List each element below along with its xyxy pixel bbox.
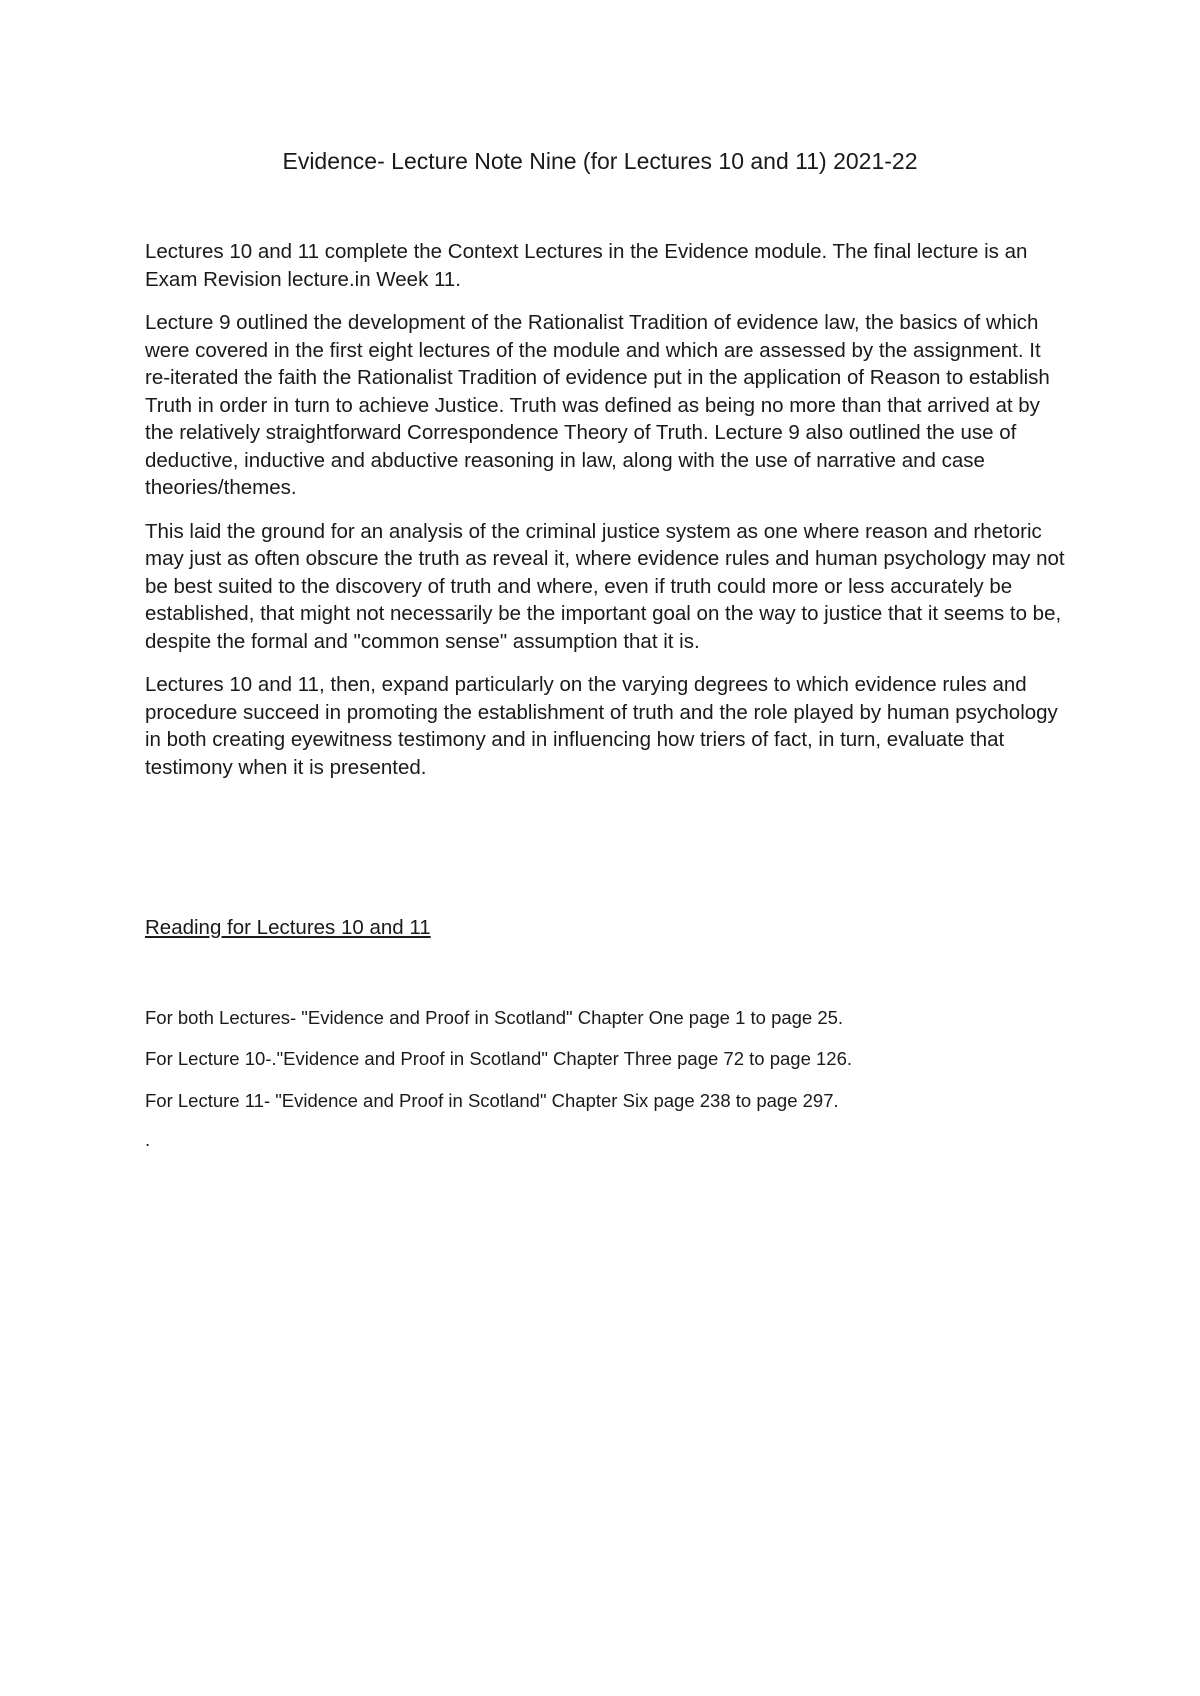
paragraph-lectures-10-11: Lectures 10 and 11, then, expand particularly on the varying degrees to which evidence rules and procedure succeed in promoting the establishment of truth and the role played by human psychology in both creating eyewitness testimony and in influencing how triers of fact, in turn, evaluate that testimony when it is presented. — [145, 673, 1058, 779]
reading-heading: Reading for Lectures 10 and 11 — [145, 916, 431, 939]
document-title: Evidence- Lecture Note Nine (for Lectures 10 and 11) 2021-22 — [282, 148, 918, 174]
reading-item-lecture-11: For Lecture 11- "Evidence and Proof in Scotland" Chapter Six page 238 to page 297. — [145, 1090, 839, 1111]
reading-item-both-lectures: For both Lectures- "Evidence and Proof in Scotland" Chapter One page 1 to page 25. — [145, 1007, 844, 1028]
reading-item-lecture-10: For Lecture 10-."Evidence and Proof in Scotland" Chapter Three page 72 to page 126. — [145, 1048, 853, 1069]
paragraph-criminal-justice: This laid the ground for an analysis of the criminal justice system as one where reason and rhetoric may just as often obscure the truth as reveal it, where evidence rules and human psychology may not be best suited to the discovery of truth and where, even if truth could more or less accurately be established, that might not necessarily be the important goal on the way to justice that it seems to be, despite the formal and "common sense" assumption that it is. — [145, 519, 1065, 653]
intro-section — [145, 238, 1070, 797]
paragraph-context-lectures: Lectures 10 and 11 complete the Context Lectures in the Evidence module. The final lecture is an Exam Revision lecture.in Week 11. — [145, 240, 1028, 291]
paragraph-rationalist-tradition: Lecture 9 outlined the development of the Rationalist Tradition of evidence law, the basics of which were covered in the first eight lectures of the module and which are assessed by the assignment. It re-iterated the faith the Rationalist Tradition of evidence put in the application of Reason to establish Truth in order in turn to achieve Justice. Truth was defined as being no more than that arrived at by the relatively straightforward Correspondence Theory of Truth. Lecture 9 also outlined the use of deductive, inductive and abductive reasoning in law, along with the use of narrative and case theories/themes. — [145, 311, 1050, 499]
trailing-period: . — [145, 1129, 151, 1150]
